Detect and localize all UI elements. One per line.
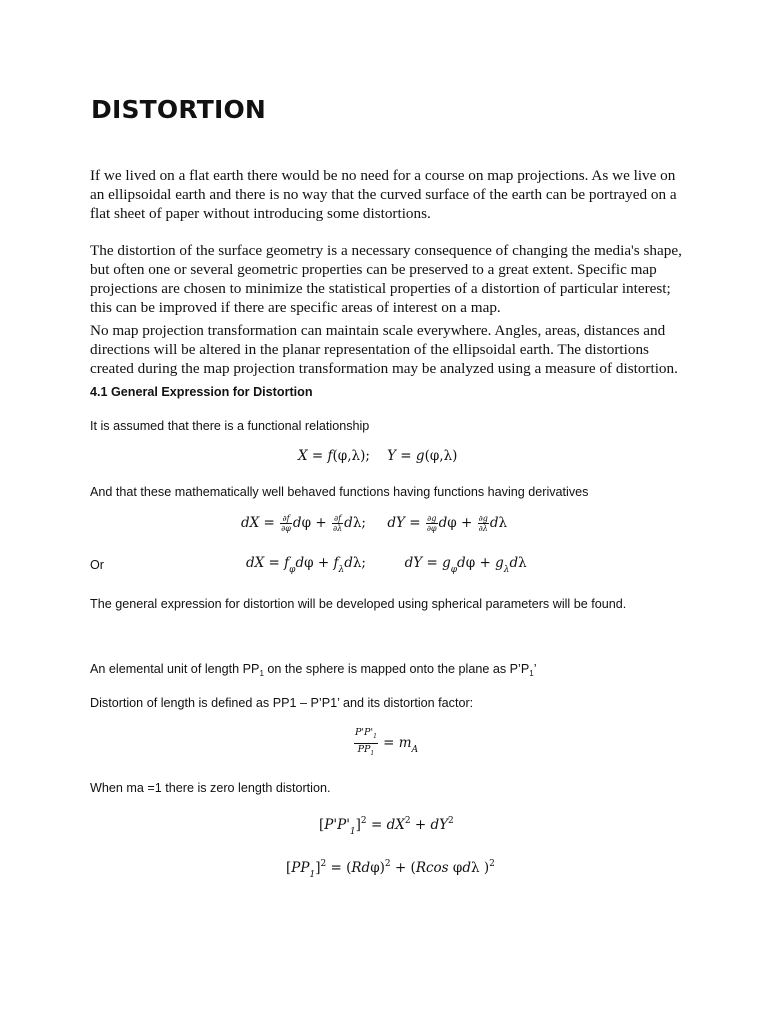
equation-total-differential: dX = $\frac{\partial f}{\partial\varphi}$ dφ + $\frac{\partial f}{\partial\lambda}$ dλ; dY = $\frac{\partial g}{\partial\varphi}$ dφ + $\frac{\partial g}{\partial\lambda}$ dλ (241, 514, 508, 533)
equation-distortion-factor: $\frac{P'P'_1}{PP_1}$ = $m_A$ (355, 727, 419, 757)
text-functional-relationship: It is assumed that there is a functional relationship (90, 419, 370, 433)
text-zero-distortion: When ma =1 there is zero length distortion. (90, 781, 331, 795)
paragraph-scale: No map projection transformation can maintain scale everywhere. Angles, areas, distances and directions will be altered in the planar representation of the ellipsoidal earth. The distortions created during the map projection transformation may be analyzed using a measure of distortion. (90, 322, 678, 377)
page-title: DISTORTION (91, 95, 267, 124)
equation-mapped-length: $[P'P'_1]^2 = dX^2 + dY^2$ (319, 816, 454, 837)
text-derivatives: And that these mathematically well behaved functions having functions having derivatives (90, 485, 589, 499)
text-or: Or (90, 558, 104, 572)
text-elemental-unit: An elemental unit of length $PP_1$ on the sphere is mapped onto the plane as $P’P_1$’ (90, 662, 537, 678)
paragraph-surface-geometry: The distortion of the surface geometry is a necessary consequence of changing the media's shape, but often one or several geometric properties can be preserved to a great extent. Specific map projections are chosen to minimize the statistical properties of a distortion of particular interest; this can be improved if there are specific areas of interest on a map. (90, 242, 682, 316)
equation-functional-relationship: X = f(φ,λ); Y = g(φ,λ) (298, 448, 458, 464)
equation-partial-notation: dX = $f_\varphi d\varphi + f_\lambda d\lambda$; dY = $g_\varphi d\varphi + g_\lambda d\lambda$ (246, 555, 527, 575)
text-general-expression: The general expression for distortion will be developed using spherical parameters will be found. (90, 597, 627, 611)
paragraph-intro: If we lived on a flat earth there would be no need for a course on map projections. As we live on an ellipsoidal earth and there is no way that the curved surface of the earth can be portrayed on a flat sheet of paper without introducing some distortions. (90, 167, 677, 222)
section-heading: 4.1 General Expression for Distortion (90, 385, 313, 399)
equation-sphere-length: $[PP_1]^2 = (Rd\varphi)^2 + (Rcos$ φdλ )$^2$ (286, 859, 495, 880)
text-distortion-definition: Distortion of length is defined as PP1 – P’P1’ and its distortion factor: (90, 696, 474, 710)
